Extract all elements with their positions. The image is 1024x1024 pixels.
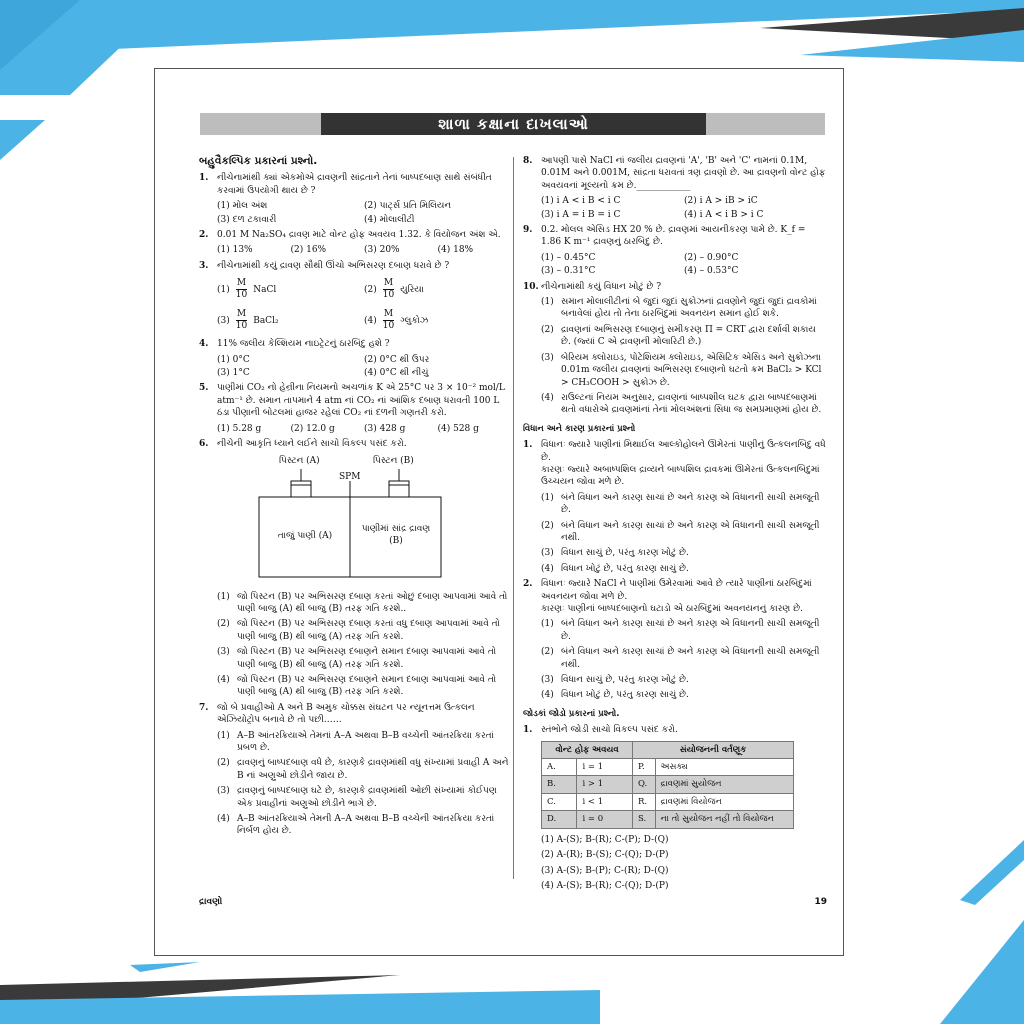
option xyxy=(541,689,827,701)
option-number: (1) xyxy=(541,297,554,308)
options-q1 xyxy=(199,200,511,226)
numerator: M xyxy=(236,309,247,320)
denominator: 10 xyxy=(382,321,395,332)
option-text: યુરિયા xyxy=(400,284,424,295)
option xyxy=(217,674,511,699)
option-number: (2) xyxy=(217,758,230,769)
option-number: (3) xyxy=(217,786,230,797)
statement-text: વિધાનઃ જ્યારે પાણીનાં મિથાઈલ આલ્કોહોલને ઊમેરતાં પાણીનું ઉત્કલનબિંદુ વધે છે. xyxy=(541,440,826,463)
piston-a-label: પિસ્ટન (A) xyxy=(279,455,320,466)
option xyxy=(541,618,827,643)
right-chamber-label: પાણીમાં સાંદ્ર દ્રાવણ (B) xyxy=(361,523,431,546)
left-chamber-label: તાજું પાણી (A) xyxy=(277,530,333,541)
option-number: (3) xyxy=(541,675,554,686)
option: (2) પાર્ટ્સ પ્રતિ મિલિયન xyxy=(364,201,452,212)
option: (4) i A < i B > i C xyxy=(684,209,764,220)
column-header: વોન્ટ હોફ અવયવ xyxy=(542,741,633,758)
option: (4) મોલાલીટી xyxy=(364,214,415,225)
numerator: M xyxy=(236,278,247,289)
option-text: BaCl₂ xyxy=(253,315,279,326)
option: (1) મોલ અંશ xyxy=(217,201,268,212)
option-number: (2) xyxy=(364,284,377,295)
table-cell: B. xyxy=(542,776,577,793)
option: (1) 0°C xyxy=(217,354,250,365)
option: (4) 0°C થી નીચું xyxy=(364,368,429,379)
table-cell: દ્રાવણમાં વિયોજન xyxy=(655,793,793,810)
question-4 xyxy=(199,338,511,350)
option xyxy=(217,646,511,671)
option: (3) – 0.31°C xyxy=(541,266,596,277)
question-1 xyxy=(199,172,511,197)
table-cell: Q. xyxy=(633,776,656,793)
question-number: 1. xyxy=(523,725,533,736)
option-text: દ્રાવણનું બાષ્પદબાણ વધે છે, કારણકે દ્રાવણમાંથી વધુ સંખ્યામાં પ્રવાહી A અને B નાં અણુઓ છોડીને જાય છે. xyxy=(237,758,509,781)
question-6 xyxy=(199,438,511,450)
table-cell: i < 1 xyxy=(577,793,633,810)
table-cell: i = 0 xyxy=(577,811,633,828)
denominator: 10 xyxy=(235,290,248,301)
option-text: રાઉલ્ટનાં નિયમ અનુસાર, દ્રાવણનાં બાષ્પશીલ ઘટક દ્વારા બાષ્પદબાણમાં થતો વધારોએ દ્રાવણમાંનાં તેનાં મોલઅંશનાં સિધા જ સમપ્રમાણમાં હોય છે. xyxy=(561,392,822,416)
left-column xyxy=(199,155,511,841)
option-number: (1) xyxy=(541,492,554,503)
table-row xyxy=(542,759,794,776)
option: (4) – 0.53°C xyxy=(684,266,739,277)
option: (2) i A > iB > iC xyxy=(684,196,758,207)
option: (4) 528 g xyxy=(437,423,479,434)
option xyxy=(217,813,511,838)
option: (4) 18% xyxy=(437,245,474,256)
option xyxy=(541,563,827,575)
question-number: 6. xyxy=(199,439,209,450)
option-number: (4) xyxy=(217,674,230,685)
option-number: (2) xyxy=(541,324,554,335)
question-8 xyxy=(523,155,827,192)
table-cell: C. xyxy=(542,793,577,810)
table-cell: P. xyxy=(633,759,656,776)
option-number: (4) xyxy=(217,814,230,824)
option xyxy=(541,392,827,417)
table-cell: ના તો સુયોજન નહીં તો વિયોજન xyxy=(655,811,793,828)
option: (1) i A < i B < i C xyxy=(541,196,621,207)
option xyxy=(541,547,827,559)
option: (2) 12.0 g xyxy=(290,423,335,434)
option: (3) i A = i B = i C xyxy=(541,209,621,220)
options-q3 xyxy=(199,278,511,332)
question-number: 4. xyxy=(199,339,209,350)
option xyxy=(541,674,827,686)
numerator: M xyxy=(383,278,394,289)
right-column xyxy=(523,155,827,895)
option-text: વિધાન ખોટું છે, પરંતુ કારણ સાચું છે. xyxy=(561,563,689,574)
option xyxy=(541,646,827,671)
option-text: A–B આંતરક્રિયાએ તેમનાં A–A અથવા B–B વચ્ચેની આંતરક્રિયા કરતાં પ્રબળ છે. xyxy=(237,730,494,753)
question-number: 3. xyxy=(199,260,209,271)
table-row xyxy=(542,811,794,828)
question-text: 0.2. મોલલ એસિડ HX 20 % છે. દ્રાવણમાં આયનીકરણ પામે છે. K_f = 1.86 K m⁻¹ દ્રાવણનું ઠારબિંદુ છે. xyxy=(541,225,806,248)
table-cell: R. xyxy=(633,793,656,810)
fraction xyxy=(383,278,394,301)
option-number: (4) xyxy=(364,315,377,326)
option-text: વિધાન ખોટું છે, પરંતુ કારણ સાચું છે. xyxy=(561,690,689,701)
option xyxy=(217,591,511,616)
piston-b-label: પિસ્ટન (B) xyxy=(373,455,414,466)
option: (2) A-(R); B-(S); C-(Q); D-(P) xyxy=(541,850,669,861)
fraction xyxy=(383,309,394,332)
fraction xyxy=(236,278,247,301)
question-text: નીચેનામાંથી કયું દ્રાવણ સૌથી ઊંચો અભિસરણ દબાણ ધરાવે છે ? xyxy=(217,260,450,271)
assertion-question-1 xyxy=(523,439,827,489)
option: (3) દળ ટકાવારી xyxy=(217,214,277,225)
question-text: 11% જલીય કેલ્શિયમ નાઇટ્રેટનું ઠારબિંદુ હશે ? xyxy=(217,339,390,350)
table-cell: દ્રાવણમાં સુયોજન xyxy=(655,776,793,793)
options-q8 xyxy=(523,195,827,221)
question-7 xyxy=(199,702,511,727)
option xyxy=(541,296,827,321)
option xyxy=(217,278,364,301)
option xyxy=(217,785,511,810)
question-number: 1. xyxy=(523,440,533,451)
option: (3) A-(S); B-(P); C-(R); D-(Q) xyxy=(541,865,669,876)
option-text: ગ્લુકોઝ xyxy=(400,315,429,326)
option-text: જો પિસ્ટન (B) પર અભિસરણ દબાણને સમાન દબાણ આપવામાં આવે તો પાણી બાજુ (A) થી બાજુ (B) તરફ ગતિ કરશે. xyxy=(237,674,497,698)
option xyxy=(217,757,511,782)
option-text: દ્રાવણનાં અભિસરણ દબાણનું સમીકરણ Π = CRT દ્વારા દર્શાવી શકાય છે. (જ્યાં C એ દ્રાવણની મોલારિટી છે.) xyxy=(561,324,816,348)
table-header-row xyxy=(542,741,794,758)
option-number: (2) xyxy=(541,520,554,531)
option-number: (3) xyxy=(217,315,230,326)
question-number: 1. xyxy=(199,173,209,184)
option-number: (4) xyxy=(541,392,554,403)
options-q2 xyxy=(199,244,511,256)
table-cell: i = 1 xyxy=(577,759,633,776)
matching-table xyxy=(541,741,794,829)
option xyxy=(217,618,511,643)
option-text: બંને વિધાન અને કારણ સાચાં છે અને કારણ એ વિધાનની સાચી સમજૂતી નથી. xyxy=(561,647,820,670)
question-number: 2. xyxy=(523,579,533,590)
question-9 xyxy=(523,224,827,249)
option: (4) A-(S); B-(R); C-(Q); D-(P) xyxy=(541,880,669,891)
reason-text: કારણઃ જ્યારે અબાષ્પશિલ દ્રાવ્યને બાષ્પશિલ દ્રાવકમાં ઊમેરતાં ઉત્કલનબિંદુમાં ઉચ્ચયન જોવા મળે છે. xyxy=(541,464,820,488)
denominator: 10 xyxy=(235,321,248,332)
option-text: સમાન મોલાલીટીનાં બે જુદાં જુદાં સુક્રોઝનાં દ્રાવણોને જુદાં જુદાં દ્રાવકોમાં બનાવેલાં હોય તો તેના ઠારબિંદુમાં અવનયન સમાન હોઈ શકે. xyxy=(561,297,817,320)
section-title-matching: જોડકાં જોડો પ્રકારનાં પ્રશ્નો. xyxy=(523,708,620,719)
option-text: બંને વિધાન અને કારણ સાચાં છે અને કારણ એ વિધાનની સાચી સમજૂતી છે. xyxy=(561,619,820,642)
statement-text: વિધાનઃ જ્યારે NaCl ને પાણીમાં ઉમેરવામાં આવે છે ત્યારે પાણીનાં ઠારબિંદુમાં અવનયન જોવા મળે છે. xyxy=(541,579,812,602)
option-text: NaCl xyxy=(253,284,277,295)
table-cell: A. xyxy=(542,759,577,776)
option-number: (3) xyxy=(217,647,230,658)
option-number: (2) xyxy=(541,647,554,658)
book-page xyxy=(154,68,844,956)
page-title: શાળા કક્ષાના દાખલાઓ xyxy=(321,113,706,135)
numerator: M xyxy=(383,309,394,320)
option-text: A–B આંતરક્રિયાએ તેમની A–A અથવા B–B વચ્ચેની આંતરક્રિયા કરતાં નિર્બળ હોય છે. xyxy=(237,814,495,837)
option xyxy=(364,309,511,332)
option: (1) 13% xyxy=(217,245,253,256)
question-text: પાણીમાં CO₂ નો હેન્રીના નિયમનો અચળાંક K એ 25°C પર 3 × 10⁻² mol/L atm⁻¹ છે. સમાન તાપમાને 4 atm નાં CO₂ નાં આંશિક દબાણ ધરાવતી 100 L ઠંડા પીણાની બોટલમાં હાજર રહેલાં CO₂ નાં દળની ગણતરી કરો. xyxy=(217,383,505,419)
question-text: જો બે પ્રવાહીઓ A અને B અમુક ચોક્કસ સંઘટન પર ન્યૂનત્તમ ઉત્કલન એઝિયોટ્રોપ બનાવે છે તો પછી…… xyxy=(217,702,475,726)
option: (3) 428 g xyxy=(364,423,406,434)
option-text: બંને વિધાન અને કારણ સાચાં છે અને કારણ એ વિધાનની સાચી સમજૂતી નથી. xyxy=(561,520,820,543)
question-5 xyxy=(199,382,511,419)
option-text: બંને વિધાન અને કારણ સાચાં છે અને કારણ એ વિધાનની સાચી સમજૂતી છે. xyxy=(561,492,820,516)
column-header: સંયોજનની વર્તણૂક xyxy=(633,741,794,758)
section-title-mcq: બહુવૈકલ્પિક પ્રકારનાં પ્રશ્નો. xyxy=(199,155,318,167)
question-text: 0.01 M Na₂SO₄ દ્રાવણ માટે વોન્ટ હોફ અવયવ 1.32. કે વિયોજન અંશ એ. xyxy=(217,230,501,241)
option xyxy=(541,324,827,349)
option-text: જો પિસ્ટન (B) પર અભિસરણ દબાણ કરતાં ઓછું દબાણ આપવામાં આવે તો પાણી બાજુ (A) થી બાજુ (B) તરફ ગતિ કરશે.. xyxy=(237,591,508,614)
table-row xyxy=(542,776,794,793)
question-text: નીચેનામાંથી કયું વિધાન ખોટું છે ? xyxy=(541,281,662,292)
option: (3) 1°C xyxy=(217,368,250,379)
option xyxy=(541,520,827,545)
question-text: નીચેની આકૃતિ ધ્યાને લઈને સાચો વિકલ્પ પસંદ કરો. xyxy=(217,439,407,450)
spm-label: SPM xyxy=(339,471,361,482)
question-10 xyxy=(523,281,827,293)
option-text: વિધાન સાચું છે, પરંતુ કારણ ખોટું છે. xyxy=(561,675,689,686)
question-number: 9. xyxy=(523,225,533,236)
table-row xyxy=(542,793,794,810)
table-cell: D. xyxy=(542,811,577,828)
option-text: બેરિયમ ક્લોરાઇડ, પોટેશિયમ ક્લોરાઇડ, એસિટિક એસિડ અને સુક્રોઝના 0.01m જલીય દ્રાવણનાં અભિસરણ દબાણનો ઘટતો ક્રમ BaCl₂ > KCl > CH₃COOH > સુક્રોઝ છે. xyxy=(561,352,822,388)
option xyxy=(217,730,511,755)
table-cell: i > 1 xyxy=(577,776,633,793)
question-number: 2. xyxy=(199,230,209,241)
table-cell: અસક્ય xyxy=(655,759,793,776)
option-number: (4) xyxy=(541,690,554,701)
option-number: (1) xyxy=(217,284,230,295)
option-text: જો પિસ્ટન (B) પર અભિસરણ દબાણ કરતાં વધુ દબાણ આપવામાં આવે તો પાણી બાજુ (B) થી બાજુ (A) તરફ ગતિ કરશે. xyxy=(237,619,500,642)
option-number: (2) xyxy=(217,619,230,630)
denominator: 10 xyxy=(382,290,395,301)
option-number: (4) xyxy=(541,563,554,574)
section-title-assertion-reason: વિધાન અને કારણ પ્રકારનાં પ્રશ્નો xyxy=(523,423,636,434)
option: (2) 0°C થી ઉપર xyxy=(364,354,430,365)
options-q9 xyxy=(523,252,827,278)
reason-text: કારણઃ પાણીનાં બાષ્પદબાણનો ઘટાડો એ ઠારબિંદુમાં અવનયનનું કારણ છે. xyxy=(541,604,803,614)
option-text: જો પિસ્ટન (B) પર અભિસરણ દબાણને સમાન દબાણ આપવામાં આવે તો પાણી બાજુ (B) થી બાજુ (A) તરફ ગતિ કરશે. xyxy=(237,647,497,670)
option: (3) 20% xyxy=(364,245,400,256)
question-text: આપણી પાસે NaCl નાં જલીય દ્રાવણનાં 'A', 'B' અને 'C' નામનાં 0.1M, 0.01M અને 0.001M, સાંદ્રતા ધરાવતાં ત્રણ દ્રાવણો છે. આ દ્રાવણનો વોન્ટ હોફ અવયવનાં મૂલ્યનો ક્રમ છે.____________ xyxy=(541,156,826,191)
assertion-question-2 xyxy=(523,578,827,615)
option-number: (1) xyxy=(217,591,230,602)
osmosis-diagram xyxy=(199,455,511,585)
question-text: નીચેનામાંથી ક્યાં એકમોએ દ્રાવણની સાંદ્રતાને તેનાં બાષ્પદબાણ સાથે સંબંધીત કરવામાં ઉપયોગી થાય છે ? xyxy=(217,173,492,196)
options-q4 xyxy=(199,354,511,380)
question-number: 10. xyxy=(523,281,539,292)
option-number: (1) xyxy=(541,619,554,630)
option: (2) – 0.90°C xyxy=(684,252,739,263)
option xyxy=(217,309,364,332)
option: (1) A-(S); B-(R); C-(P); D-(Q) xyxy=(541,834,669,845)
question-number: 7. xyxy=(199,702,209,713)
question-number: 5. xyxy=(199,383,209,394)
option-number: (3) xyxy=(541,548,554,559)
option xyxy=(541,492,827,517)
question-3 xyxy=(199,260,511,272)
column-divider xyxy=(513,157,514,879)
question-text: સ્તંભોને જોડી સાચો વિકલ્પ પસંદ કરો. xyxy=(541,725,678,736)
options-q5 xyxy=(199,423,511,435)
fraction xyxy=(236,309,247,332)
matching-question-1 xyxy=(523,724,827,736)
question-number: 8. xyxy=(523,156,533,166)
option-text: વિધાન સાચું છે, પરંતુ કારણ ખોટું છે. xyxy=(561,548,689,559)
option: (2) 16% xyxy=(290,245,327,256)
option-number: (3) xyxy=(541,352,554,363)
table-cell: S. xyxy=(633,811,656,828)
option: (1) – 0.45°C xyxy=(541,252,596,263)
option xyxy=(541,352,827,389)
option: (1) 5.28 g xyxy=(217,423,262,434)
question-2 xyxy=(199,229,511,241)
option-number: (1) xyxy=(217,730,230,741)
option-text: દ્રાવણનું બાષ્પદબાણ ઘટે છે, કારણકે દ્રાવણમાંથી ઓછી સંખ્યામાં કોઈપણ એક પ્રવાહીનાં અણુઓ છોડીને ભાગે છે. xyxy=(237,786,497,809)
option xyxy=(364,278,511,301)
page-number: 19 xyxy=(814,897,827,907)
footer-chapter: દ્રાવણો xyxy=(199,897,223,907)
